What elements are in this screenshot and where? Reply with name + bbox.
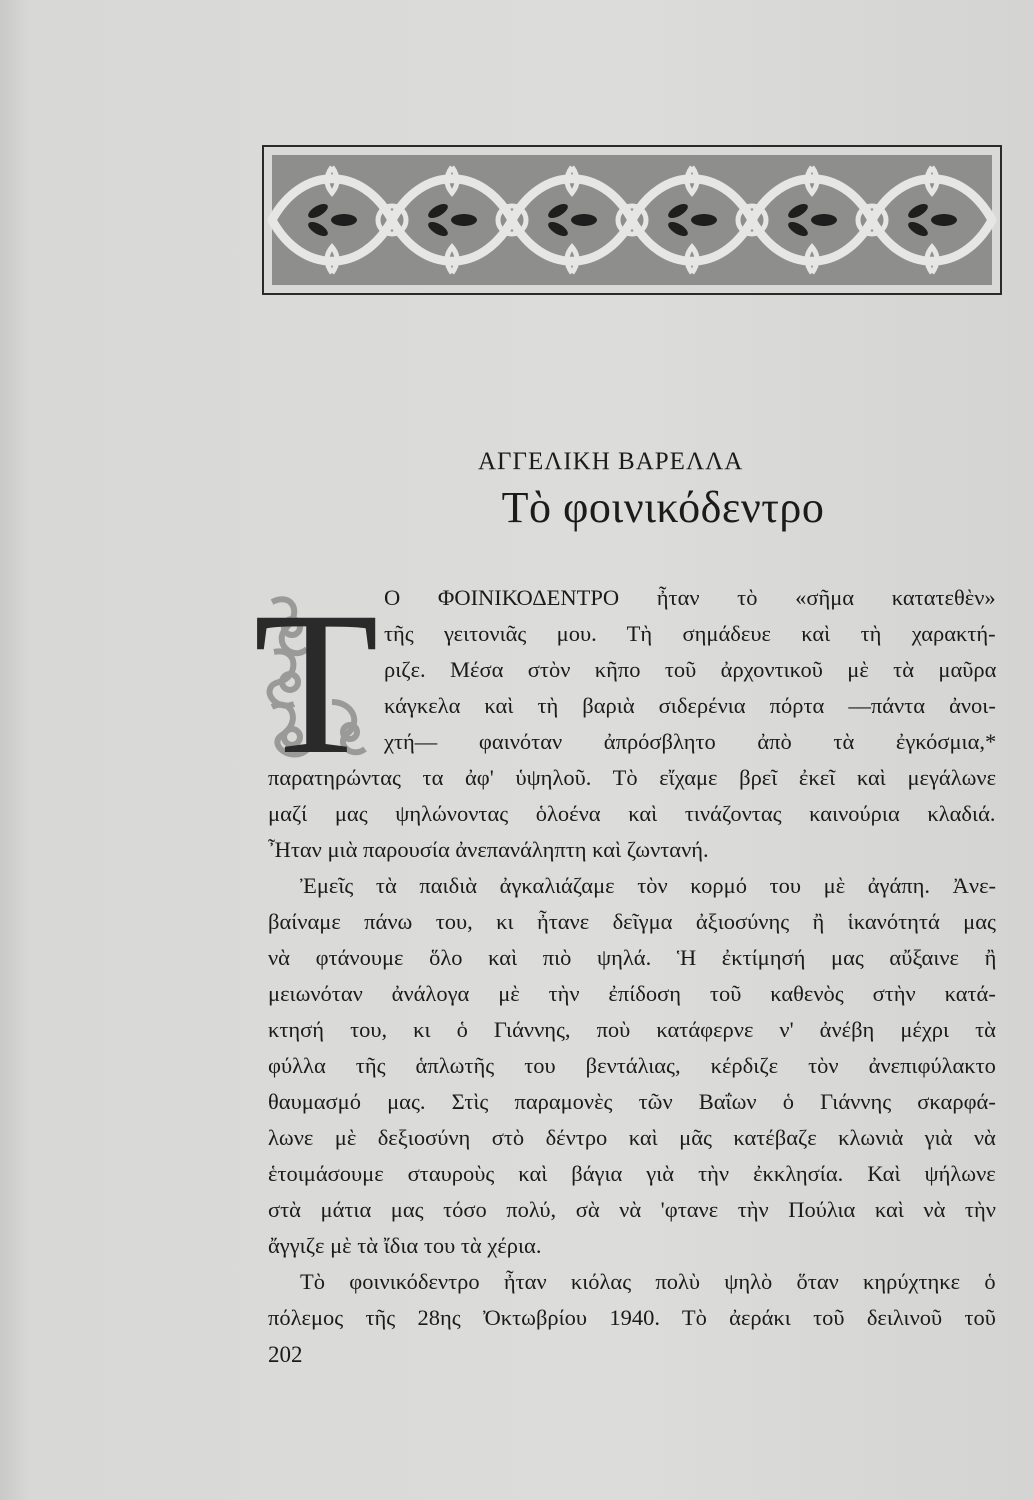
ornamental-drop-cap-icon [253,570,379,797]
text-line: Ο ΦΟΙΝΙΚΟΔΕΝΤΡΟ ἦταν τὸ «σῆμα κατατεθὲν» [384,585,996,610]
text-line: μαζί μας ψηλώνοντας ὁλοένα καὶ τινάζοντας καινούρια κλαδιά. [268,801,996,826]
text-line: πόλεμος τῆς 28ης Ὀκτωβρίου 1940. Τὸ ἀεράκι τοῦ δειλινοῦ τοῦ [268,1305,996,1330]
text-line: κάγκελα καὶ τὴ βαριὰ σιδερένια πόρτα —πάντα ἀνοι- [384,693,996,718]
drop-cap [253,570,379,797]
text-line: νὰ φτάνουμε ὅλο καὶ πιὸ ψηλά. Ἡ ἐκτίμησή μας αὔξαινε ἢ [268,945,997,970]
text-line: χτή— φαινόταν ἀπρόσβλητο ἀπὸ τὰ ἐγκόσμια,* [384,729,997,754]
chapter-title: Τὸ φοινικόδεντρο [501,483,825,532]
text-line: Τὸ φοινικόδεντρο ἦταν κιόλας πολὺ ψηλὸ ὅταν κηρύχτηκε ὁ [300,1269,996,1294]
text-line: τῆς γειτονιᾶς μου. Τὴ σημάδευε καὶ τὴ χαρακτή- [384,621,996,646]
text-line: Ἦταν μιὰ παρουσία ἀνεπανάληπτη καὶ ζωντανή. [268,837,709,862]
text-line: φύλλα τῆς ἁπλωτῆς του βεντάλιας, κέρδιζε τὸν ἀνεπιφύλακτο [268,1053,996,1078]
text-line: παρατηρώντας τα ἀφ' ὑψηλοῦ. Τὸ εἴχαμε βρεῖ ἐκεῖ καὶ μεγάλωνε [268,765,997,790]
text-line: στὰ μάτια μας τόσο πολύ, σὰ νὰ 'φτανε τὴν Πούλια καὶ νὰ τὴν [268,1197,996,1222]
text-line: θαυμασμό μας. Στὶς παραμονὲς τῶν Βαΐων ὁ Γιάννης σκαρφά- [268,1089,996,1114]
text-line: ριζε. Μέσα στὸν κῆπο τοῦ ἀρχοντικοῦ μὲ τὰ μαῦρα [384,657,997,682]
arabesque-ornament-icon [272,155,992,285]
text-line: ἄγγιζε μὲ τὰ ἴδια του τὰ χέρια. [268,1233,542,1258]
ornamental-header-band [262,145,1002,295]
text-line: κτησή του, κι ὁ Γιάννης, ποὺ κατάφερνε ν' ἀνέβη μέχρι τὰ [268,1017,996,1042]
text-line: ἑτοιμάσουμε σταυροὺς καὶ βάγια γιὰ τὴν ἐκκλησία. Καὶ ψήλωνε [268,1161,996,1186]
text-line: μειωνόταν ἀνάλογα μὲ τὴν ἐπίδοση τοῦ καθενὸς στὴν κατά- [268,981,996,1006]
text-line: Ἐμεῖς τὰ παιδιὰ ἀγκαλιάζαμε τὸν κορμό του μὲ ἀγάπη. Ἀνε- [300,873,997,898]
drop-cap-letter: Τ [253,570,379,797]
text-line: βαίναμε πάνω του, κι ἦτανε δεῖγμα ἀξιοσύνης ἢ ἱκανότητά μας [268,909,996,934]
page-number: 202 [268,1342,303,1367]
text-line: λωνε μὲ δεξιοσύνη στὸ δέντρο καὶ μᾶς κατέβαζε κλωνιὰ γιὰ νὰ [268,1125,996,1150]
author-name: ΑΓΓΕΛΙΚΗ ΒΑΡΕΛΛΑ [478,448,744,475]
